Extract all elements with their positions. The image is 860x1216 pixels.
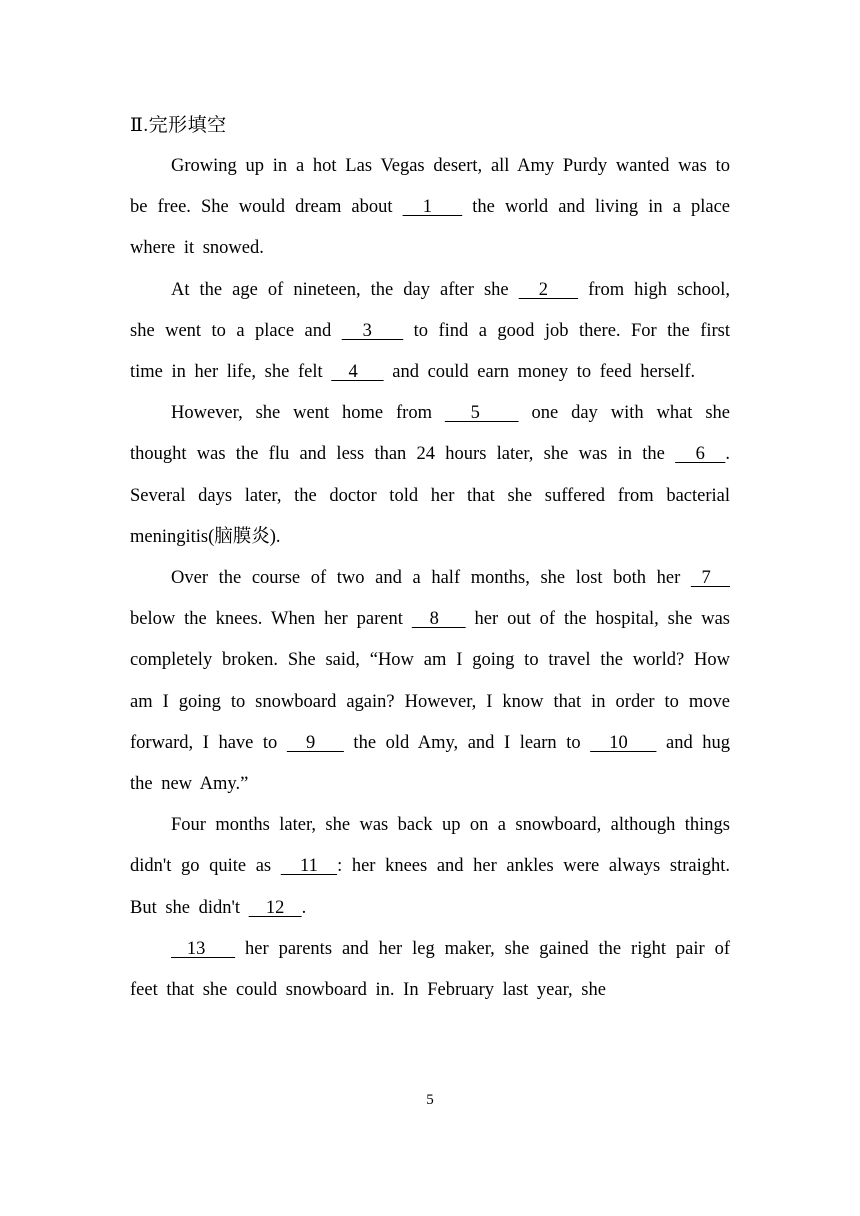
answer-blank: 7 [690, 568, 731, 589]
passage-text: At the age of nineteen, the day after she [171, 279, 519, 300]
answer-blank: 8 [411, 609, 466, 630]
answer-blank: 2 [518, 279, 579, 300]
answer-blank: 10 [590, 732, 657, 753]
passage-text: her parents and her leg maker, she gained the right pair of feet that she could snowboard in. In February last year, she [130, 938, 730, 1001]
answer-blank: 3 [341, 320, 404, 341]
passage [130, 146, 730, 1011]
answer-blank: 4 [331, 362, 384, 383]
paragraph-1 [130, 146, 730, 270]
answer-blank: 5 [444, 403, 519, 424]
paragraph-4 [130, 558, 730, 805]
passage-text: Over the course of two and a half months, she lost both her [171, 568, 691, 589]
passage-text: Four months later, she was back up on a snowboard, although things didn't go quite as [130, 815, 730, 877]
answer-blank: 13 [171, 938, 236, 959]
answer-blank: 11 [280, 856, 338, 877]
answer-blank: 1 [402, 197, 463, 218]
passage-text: and hug the new Amy.” [130, 732, 731, 795]
section-heading: Ⅱ.完形填空 [130, 115, 227, 136]
passage-text: below the knees. When her parent [130, 609, 412, 630]
paragraph-5 [130, 805, 730, 929]
answer-blank: 9 [286, 732, 344, 753]
paragraph-6 [130, 929, 730, 1011]
answer-blank: 6 [675, 444, 726, 465]
paragraph-3 [130, 393, 730, 558]
passage-text: . Several days later, the doctor told her that she suffered from bacterial meningitis(脑膜炎). [130, 444, 731, 547]
passage-text: : her knees and her ankles were always straight. But she didn't [130, 856, 730, 918]
answer-blank: 12 [248, 897, 302, 918]
passage-text: one day with what she thought was the flu and less than 24 hours later, she was in the [130, 403, 731, 465]
paragraph-2 [130, 270, 730, 394]
passage-text: to find a good job there. For the first time in her life, she felt [130, 320, 730, 383]
passage-text: . [301, 897, 307, 918]
page-number: 5 [426, 1092, 434, 1108]
passage-text: from high school, she went to a place and [130, 279, 730, 341]
passage-text: Growing up in a hot Las Vegas desert, all Amy Purdy wanted was to be free. She would dream about [130, 156, 730, 218]
passage-text: However, she went home from [171, 403, 445, 424]
passage-text: the world and living in a place where it snowed. [130, 197, 730, 259]
passage-text: and could earn money to feed herself. [383, 362, 696, 383]
passage-text: her out of the hospital, she was completely broken. She said, “How am I going to travel the world? How am I going to snowboard again? However, I know that in order to move forward, I have to [130, 609, 730, 753]
passage-text: the old Amy, and I learn to [343, 732, 591, 753]
